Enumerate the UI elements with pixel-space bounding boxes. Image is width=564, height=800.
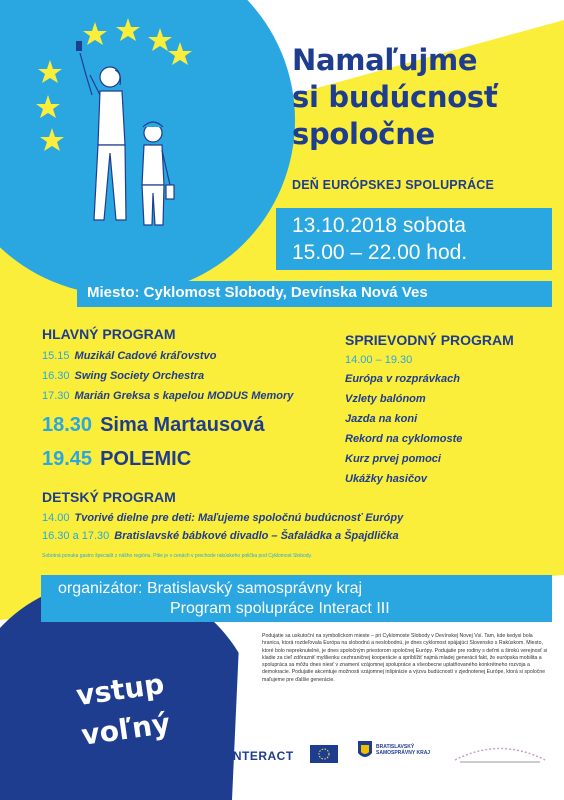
interact-logo: INTERACT xyxy=(229,749,294,763)
region-logo-text: BRATISLAVSKÝ SAMOSPRÁVNY KRAJ xyxy=(376,744,431,756)
side-program-item: Ukážky hasičov xyxy=(345,473,427,485)
main-program-item xyxy=(42,390,293,402)
item-time: 16.30 xyxy=(42,370,70,382)
event-description: Podujatie sa uskutoční na symbolickom mieste – pri Cyklomoste Slobody v Devínskej Novej Vsi. Tam, kde kedysi bola hranica, ktorá rozdeľovala Európa na slobodnú a neslobodnú, je dnes cyklomost spájajúci Slovensko s Rakúskom. Miesto, ktoré bolo nepreknutelné, je dnes spoločným priestorom spoločnej Európy. Podujatie pre rodiny s deťmi a širokú verejnosť si kladie za cieľ zdôrazniť myšlienku cezhraničnej kooperácie a spriblížiť najmä mladej generácii fakt, že európska mobilita a spolupráca sa môžu dnes niesť v znamení vzájomnej spolupráce a všeobecne uplatňovaného konkrétneho rozvoja a demokracie. Podujatie akcentuje možnosti vzájomnej inšpirácie a výzvu budúcností v zjednotenej Európe, ktorá si spoločne maľujeme pre ďalšie generácie. xyxy=(262,633,548,683)
event-date: 13.10.2018 sobota xyxy=(292,214,466,237)
star-icon xyxy=(40,128,64,151)
headliner-time: 18.30 xyxy=(42,414,93,436)
event-time: 15.00 – 22.00 hod. xyxy=(292,241,468,264)
item-time: 16.30 a 17.30 xyxy=(42,530,110,542)
side-program-item: Kurz prvej pomoci xyxy=(345,453,441,465)
item-name: Muzikál Cadové kráľovstvo xyxy=(74,350,217,362)
main-program-item xyxy=(42,350,216,362)
organizer-line: organizátor: Bratislavský samosprávny kraj xyxy=(58,580,363,597)
region-crest-icon xyxy=(357,740,373,762)
side-program-item: Vzlety balónom xyxy=(345,393,426,405)
star-icon xyxy=(38,60,62,83)
entry-line: voľný xyxy=(79,706,173,752)
item-time: 15.15 xyxy=(42,350,70,362)
headliner-time: 19.45 xyxy=(42,448,93,470)
side-program-heading: SPRIEVODNÝ PROGRAM xyxy=(345,332,514,348)
item-name: Swing Society Orchestra xyxy=(74,370,205,382)
headliner xyxy=(42,448,191,471)
entry-line: vstup xyxy=(74,667,167,713)
item-name: Bratislavské bábkové divadlo – Šafaládka a Špajdlička xyxy=(114,530,399,542)
item-time: 14.00 xyxy=(42,512,70,524)
event-place: Miesto: Cyklomost Slobody, Devínska Nová Ves xyxy=(87,284,428,301)
headliner-name: POLEMIC xyxy=(100,448,192,470)
side-program-time: 14.00 – 19.30 xyxy=(345,354,413,366)
eu-flag-icon xyxy=(310,745,338,763)
headliner xyxy=(42,414,265,437)
side-program-item: Jazda na koni xyxy=(345,413,418,425)
family-illustration xyxy=(70,35,190,245)
item-name: Marián Greksa s kapelou MODUS Memory xyxy=(74,390,294,402)
main-program-heading: HLAVNÝ PROGRAM xyxy=(42,326,176,342)
item-time: 17.30 xyxy=(42,390,70,402)
star-icon xyxy=(36,95,60,118)
side-program-item: Rekord na cyklomoste xyxy=(345,433,463,445)
kids-program-heading: DETSKÝ PROGRAM xyxy=(42,489,176,505)
organizer-line: Program spolupráce Interact III xyxy=(170,600,390,617)
main-program-item xyxy=(42,370,204,382)
side-program-item: Európa v rozprávkach xyxy=(345,373,460,385)
headliner-name: Sima Martausová xyxy=(100,414,265,436)
title-line: Namaľujme xyxy=(292,43,478,77)
kids-program-item xyxy=(42,512,403,524)
kids-program-item xyxy=(42,530,399,542)
poster-title xyxy=(292,42,552,153)
item-name: Tvorivé dielne pre deti: Maľujeme spoločnú budúcnosť Európy xyxy=(74,512,404,524)
title-line: si budúcnosť xyxy=(292,80,498,114)
cyclobridge-logo-icon xyxy=(450,735,550,765)
poster-subtitle: DEŇ EURÓPSKEJ SPOLUPRÁCE xyxy=(292,178,495,192)
food-note: Sobotná ponuka gastro špecialít z nášho regiónu. Pitie je v cenách v prechode rakúskeho polička pod Cyklomost Slobody. xyxy=(42,553,313,559)
title-line: spoločne xyxy=(292,117,435,151)
